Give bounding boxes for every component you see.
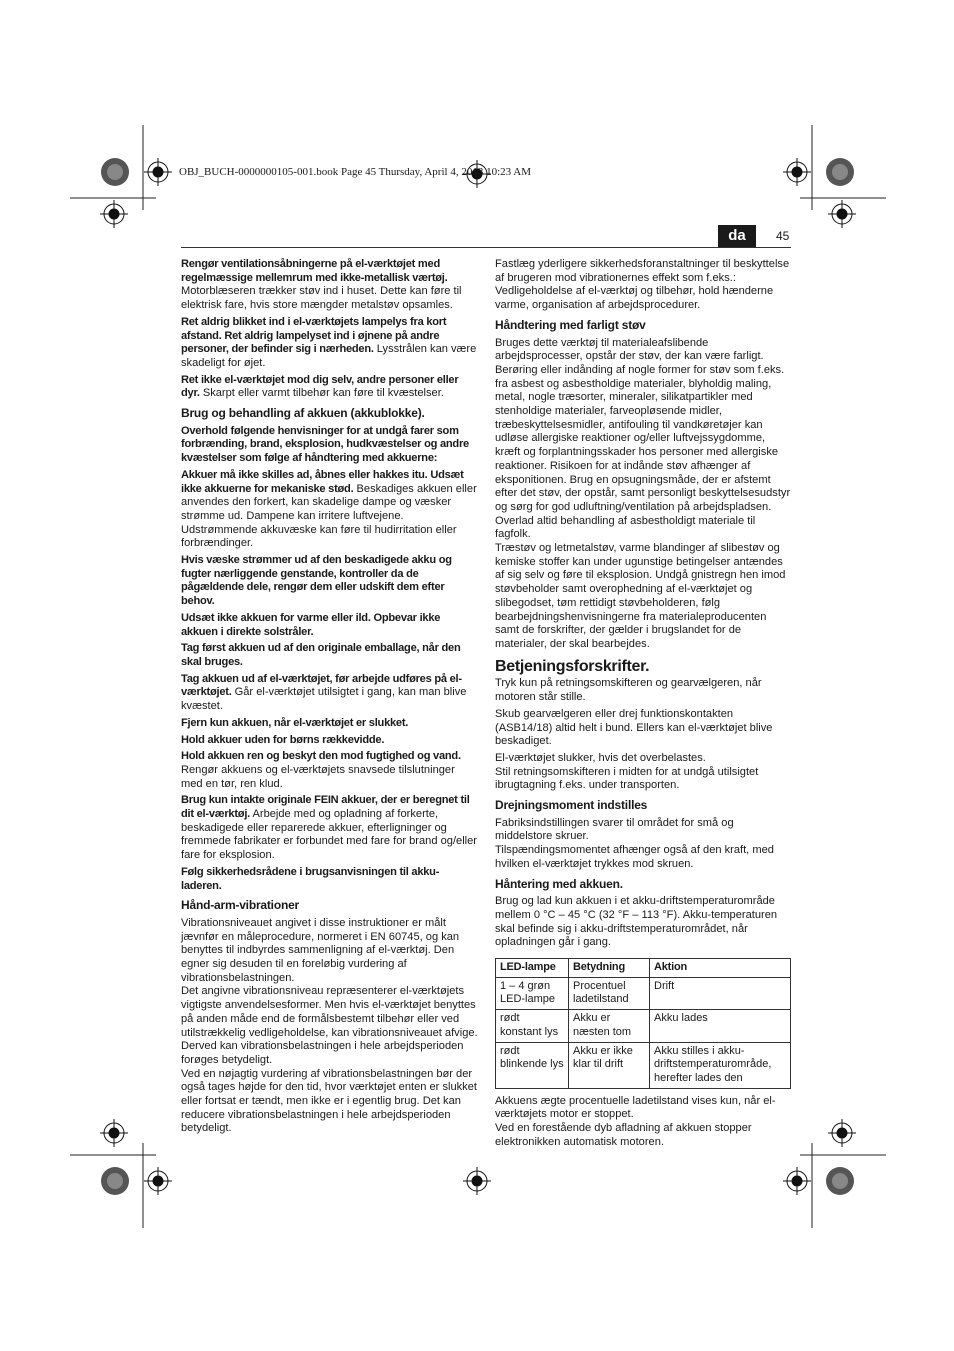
table-header-row bbox=[496, 959, 791, 978]
chapter-heading: Betjeningsforskrifter. bbox=[495, 657, 650, 675]
paragraph: Skub gearvælgeren eller drej funktionskontakten (ASB14/18) altid helt i bund. Ellers kan el-værktøjet blive beskadiget. bbox=[495, 707, 773, 748]
paragraph: Tilspændingsmomentet afhænger også af den kraft, med hvilken el-værktøjet trykkes mod skruen. bbox=[495, 844, 774, 870]
paragraph: Hold akkuen ren og beskyt den mod fugtighed og vand. Rengør akkuens og el-værktøjets snavsede tilslutninger med en tør, ren klud. bbox=[181, 750, 461, 790]
right-column bbox=[495, 258, 792, 1152]
section-heading: Brug og behandling af akkuen (akkublokke). bbox=[181, 406, 425, 421]
table-cell: 1 – 4 grøn LED-lampe bbox=[496, 977, 569, 1009]
led-status-table bbox=[495, 958, 791, 1089]
paragraph: Ved en forestående dyb afladning af akkuen stopper elektronikken automatisk motoren. bbox=[495, 1122, 752, 1148]
paragraph: Berøring eller indånding af nogle former for støv som f.eks. fra asbest og asbestholdige materialer, blyholdig maling, metal, nogle træsorter, mineraler, silikatpartikler med stenholdige materialer, farveopløsende midler, træbeskyttelsesmidler, antifouling til vandkøretøjer kan udløse allergiske reaktioner og/eller luftvejssygdomme, kræft og forplantningsskader hos personer med allergiske reaktioner. Risikoen for at indånde støv afhænger af eksponitionen. Brug en opsugningsmåde, der er afstemt efter det støv, der opstår, samt personligt beskyttelsesudstyr og sørg for god udluftning/ventilation på arbejdspladsen. Overlad altid behandling af asbestholdigt materiale til fagfolk. bbox=[495, 363, 791, 541]
table-cell: Procentuel ladetilstand bbox=[569, 977, 650, 1009]
table-cell: rødt blinkende lys bbox=[496, 1042, 569, 1088]
paragraph: Brug og lad kun akkuen i et akku-driftstemperaturområde mellem 0 °C – 45 °C (32 °F – 113 °F). Akku-temperaturen skal befinde sig i akku-driftstemperaturområdet, når opladningen går i gang. bbox=[495, 895, 778, 949]
paragraph: Stil retningsomskifteren i midten for at undgå utilsigtet ibrugtagning f.eks. under transporten. bbox=[495, 765, 759, 792]
table-header-cell: LED-lampe bbox=[496, 959, 569, 978]
table-row bbox=[496, 977, 791, 1009]
section-heading: Drejningsmoment indstilles bbox=[495, 798, 648, 813]
language-badge: da bbox=[718, 225, 756, 247]
section-heading: Håntering med akkuen. bbox=[495, 876, 623, 891]
table-cell: Akku er ikke klar til drift bbox=[569, 1042, 650, 1088]
paragraph: Fjern kun akkuen, når el-værktøjet er slukket. bbox=[181, 716, 409, 729]
page-number: 45 bbox=[776, 229, 790, 243]
file-header-line: OBJ_BUCH-0000000105-001.book Page 45 Thursday, April 4, 2013 10:23 AM bbox=[179, 166, 531, 178]
paragraph: Ret ikke el-værktøjet mod dig selv, andre personer eller dyr. Skarpt eller varmt tilbehør kan føre til kvæstelser. bbox=[181, 373, 459, 400]
paragraph: Tag først akkuen ud af den originale emballage, når den skal bruges. bbox=[181, 642, 461, 668]
table-row bbox=[496, 1042, 791, 1088]
paragraph: Brug kun intakte originale FEIN akkuer, der er beregnet til dit el-værktøj. Arbejde med og opladning af forkerte, beskadigede eller reparerede akkuer, efterligninger og fremmede fabrikater er forbundet med fare for brand og/eller fare for eksplosion. bbox=[181, 794, 477, 862]
left-column bbox=[181, 258, 478, 1136]
paragraph: Fastlæg yderligere sikkerhedsforanstaltninger til beskyttelse af brugeren mod vibrationernes effekt som f.eks.: Vedligeholdelse af el-værktøj og tilbehør, hold hænderne varme, organisation af arbejdsprocedurer. bbox=[495, 258, 790, 312]
paragraph: El-værktøjet slukker, hvis det overbelastes. bbox=[495, 751, 706, 764]
table-cell: Akku er næsten tom bbox=[569, 1010, 650, 1042]
paragraph: Ved en nøjagtig vurdering af vibrationsbelastningen bør der også tages højde for den tid, hvor værktøjet enten er slukket eller fortsat er tændt, men ikke er i egentlig brug. Det kan reducere vibrationsbelastningen i hele arbejdsperioden betydeligt. bbox=[181, 1067, 477, 1135]
paragraph: Akkuens ægte procentuelle ladetilstand vises kun, når el-værktøjets motor er stoppet. bbox=[495, 1094, 776, 1121]
paragraph: Udsæt ikke akkuen for varme eller ild. Opbevar ikke akkuen i direkte solstråler. bbox=[181, 611, 441, 638]
paragraph: Hvis væske strømmer ud af den beskadigede akku og fugter nærliggende genstande, kontroller da de pågældende dele, rengør dem eller udskift dem efter behov. bbox=[181, 554, 452, 608]
paragraph: Fabriksindstillingen svarer til området for små og middelstore skruer. bbox=[495, 816, 734, 843]
paragraph: Vibrationsniveauet angivet i disse instruktioner er målt jævnfør en måleprocedure, normeret i EN 60745, og kan benyttes til indbyrdes sammenligning af el-værktøj. Den egner sig desuden til en foreløbig vurdering af vibrationsbelastningen. bbox=[181, 916, 460, 984]
paragraph: Hold akkuer uden for børns rækkevidde. bbox=[181, 733, 385, 746]
paragraph: Bruges dette værktøj til materialeafslibende arbejdsprocesser, opstår der støv, der kan være farligt. bbox=[495, 336, 764, 363]
header-rule bbox=[181, 247, 791, 248]
table-cell: Drift bbox=[650, 977, 791, 1009]
paragraph: Ret aldrig blikket ind i el-værktøjets lampelys fra kort afstand. Ret aldrig lampelyset ind i øjnene på andre personer, der befinder sig i nærheden. Lysstrålen kan være skadeligt for øjet. bbox=[181, 315, 477, 369]
table-cell: Akku stilles i akku-driftstemperaturområde, herefter lades den bbox=[650, 1042, 791, 1088]
paragraph: Tag akkuen ud af el-værktøjet, før arbejde udføres på el-værktøjet. Går el-værktøjet utilsigtet i gang, kan man blive kvæstet. bbox=[181, 672, 467, 713]
paragraph: Det angivne vibrationsniveau repræsenterer el-værktøjets vigtigste anvendelsesformer. Men hvis el-værktøjet benyttes på anden måde end de formålsbestemt tilbehør eller ved utilstrækkelig vedligeholdelse, kan vibrationsniveauet afvige. Derved kan vibrationsbelastningen i hele arbejdsperioden forøges betydeligt. bbox=[181, 985, 478, 1066]
table-header-cell: Aktion bbox=[650, 959, 791, 978]
paragraph: Overhold følgende henvisninger for at undgå farer som forbrænding, brand, eksplosion, hudkvæstelser og andre kvæstelser som følge af håndtering med akkuerne: bbox=[181, 424, 469, 465]
table-row bbox=[496, 1010, 791, 1042]
table-header-cell: Betydning bbox=[569, 959, 650, 978]
paragraph: Træstøv og letmetalstøv, varme blandinger af slibestøv og kemiske stoffer kan under ugunstige betingelser antændes af sig selv og føre til eksplosion. Undgå gnistregn hen imod støvbeholder samt overophedning af el-værktøjet og slibegodset, tøm rettidigt støvbeholderen, følg bearbejdningshenvisningerne fra materialeproducenten samt de forskrifter, der gælder i brugslandet for de materialer, der skal bearbejdes. bbox=[495, 542, 786, 650]
paragraph: Akkuer må ikke skilles ad, åbnes eller hakkes itu. Udsæt ikke akkuerne for mekaniske stød. Beskadiges akkuen eller anvendes den forkert, kan skadelige dampe og væsker strømme ud. Dampene kan irritere luftvejene. Udstrømmende akkuvæske kan føre til hudirritation eller forbrændinger. bbox=[181, 468, 477, 550]
paragraph: Tryk kun på retningsomskifteren og gearvælgeren, når motoren står stille. bbox=[495, 677, 762, 704]
section-heading: Hånd-arm-vibrationer bbox=[181, 898, 300, 913]
paragraph: Rengør ventilationsåbningerne på el-værktøjet med regelmæssige mellemrum med ikke-metallisk værtøj. Motorblæseren trækker støv ind i huset. Dette kan føre til elektrisk fare, hvis store mængder metalstøv opsamles. bbox=[181, 258, 462, 312]
table-cell: rødt konstant lys bbox=[496, 1010, 569, 1042]
table-cell: Akku lades bbox=[650, 1010, 791, 1042]
section-heading: Håndtering med farligt støv bbox=[495, 317, 646, 332]
paragraph: Følg sikkerhedsrådene i brugsanvisningen til akku-laderen. bbox=[181, 865, 440, 892]
